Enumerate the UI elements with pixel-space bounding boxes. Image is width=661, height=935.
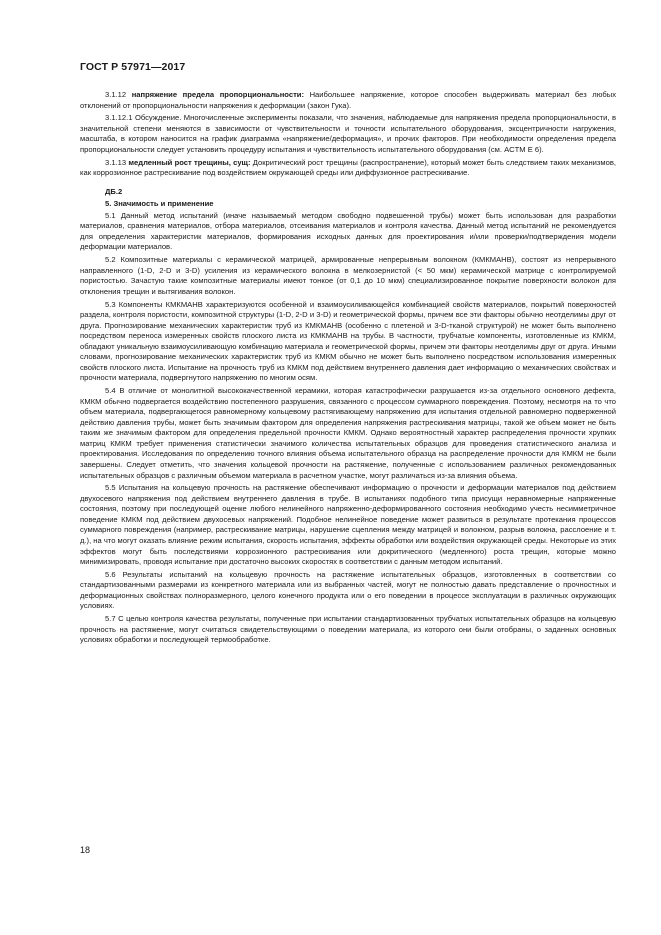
definition-text: Наибольшее напряжение, которое способен выдерживать материал без любых отклонений от пропорциональности напряжения к деформации (закон Гука). (80, 90, 616, 110)
definition-3-1-12-1 (80, 113, 616, 155)
definition-3-1-13 (80, 158, 616, 179)
paragraph-5-5: 5.5 Испытания на кольцевую прочность на растяжение обеспечивают информацию о прочности и деформации материалов под действием двухосевого напряжения под действием внутреннего давления в трубе. В испытаниях подобного типа присущи неравномерные напряженные состояния, поэтому при последующей оценке любого нелинейного напряженно-деформированного состояния необходимо учесть несимметричное поведение КМКМ под действием двухосевых напряжений. Подобное нелинейное поведение может развиться в результате протекания процессов суммарного повреждения (например, растрескивание матрицы, нарушение сцепления между матрицей и волокном, разрыв волокна, расслоение и т. д.), на что могут оказать влияние режим испытания, скорость испытания, эффекты обработки или воздействия окружающей среды. Некоторые из этих эффектов могут быть последствиями коррозионного растрескивания или докритического (медленного) роста трещин, которые можно минимизировать, проводя испытание при достаточно высоких скоростях в соответствии с данным методом испытаний. (80, 483, 616, 567)
definition-number: 3.1.12.1 (105, 113, 133, 123)
paragraph-5-7: 5.7 С целью контроля качества результаты, полученные при испытании стандартизованных трубчатых испытательных образцов на кольцевую прочность на растяжение, могут считаться свидетельствующими о поведении материала, из которого они были отобраны, о заданных основных условиях обработки и последующей термообработке. (80, 614, 616, 645)
definition-text: Обсуждение. Многочисленные эксперименты показали, что значения, наблюдаемые для напряжения предела пропорциональности, в значительной степени меняются в зависимости от чувствительности и точности испытательного оборудования, эксцентричности нагружения, масштаба, в котором наносится на график диаграмма «напряжение/деформация», и прочих факторов. При необходимости определения предела пропорциональности следует установить процедуру испытания и чувствительность испытательного оборудования (см. ACTM E 6). (80, 113, 616, 154)
definition-number: 3.1.12 (105, 90, 127, 99)
page-number: 18 (80, 845, 91, 855)
section-title: 5. Значимость и применение (105, 198, 214, 208)
definition-3-1-12 (80, 90, 616, 111)
definition-term: медленный рост трещины, сущ: (128, 157, 251, 167)
paragraph-5-4: 5.4 В отличие от монолитной высококачественной керамики, которая катастрофически разрушается из-за отдельного основного дефекта, КМКМ обычно подвергается воздействию постепенного разрушения, связанного с процессом суммарного повреждения. Поэтому, несмотря на то что объем материала, подвергающегося равномерному кольцевому растягивающему напряжению для испытания отдельной равномерно подверженной действию давления трубы, может быть значимым фактором для определения напряжения растрескивания матрицы, такой же объем может не быть таким же значимым фактором для определения предельной прочности КМКМ. Однако вероятностный характер распределения прочности хрупких матриц КМКМ требует применения статистически значимого количества испытательных образцов для проведения статистического анализа и проектирования. Исследования по определению точного влияния объема испытательного образца на распределение прочности для КМКМ не были завершены. Следует отметить, что значения кольцевой прочности на растяжение, полученные с использованием различных рекомендованных испытательных образцов с различным объемом материала в расчетном участке, могут различаться из-за влияния объема. (80, 386, 616, 480)
document-header: ГОСТ Р 57971—2017 (80, 61, 186, 73)
document-body (80, 90, 616, 648)
paragraph-5-2: 5.2 Композитные материалы с керамической матрицей, армированные непрерывным волокном (КМКМАНВ), состоят из непрерывного направленного (1-D, 2-D и 3-D) усиления из керамического волокна в мелкозернистой (< 50 мкм) керамической матрице с контролируемой пористостью. Зачастую такие композитные материалы имеют тонкое (от 0,1 до 10 мкм) специализированное покрытие поверхности волокон для отклонения трещин и вытягивания волокон. (80, 255, 616, 296)
appendix-label: ДБ.2 (105, 186, 123, 196)
definition-term: напряжение предела пропорциональности: (131, 90, 304, 99)
paragraph-5-3: 5.3 Компоненты КМКМАНВ характеризуются особенной и взаимоусиливающейся комбинацией свойств материалов, покрытий поверхностей раздела, контроля пористости, композитной структуры (1-D, 2-D и 3-D) и геометрической формы, причем все эти факторы обычно неотделимы друг от друга. Прогнозирование механических характеристик труб из КМКМАНВ (особенно с плетеной и 3-D-тканой структурой) не может быть выполнено посредством переноса измеренных свойств плоского листа из КМКМАНВ на трубы. В частности, трубчатые компоненты, изготовленные из КМКМ, обладают уникальную взаимоусиливающую комбинацию материала и геометрической формы, причем эти факторы неотделимы друг от друга. Иными словами, прогнозирование механических характеристик труб из КМКМ обычно не может быть выполнено посредством использования измеренных свойств плоского листа. Испытание на прочность труб из КМКМ под действием внутреннего давления дает информацию о механических свойствах и прочности материала, подвергнутого напряжению по многим осям. (80, 299, 616, 383)
paragraph-5-6: 5.6 Результаты испытаний на кольцевую прочность на растяжение испытательных образцов, изготовленных в соответствии со стандартизованными размерами из конкретного материала или из выбранных частей, могут не полностью давать представление о прочностных и деформационных свойствах полноразмерного, целого конечного продукта или о его поведении в процессе эксплуатации в различных окружающих условиях. (80, 569, 616, 611)
paragraph-5-1: 5.1 Данный метод испытаний (иначе называемый методом свободно подвешенной трубы) может быть использован для разработки материалов, сравнения материалов, отбора материалов, отсеивания материалов и контроля качества. Данный метод испытаний не рекомендуется для определения характеристик материалов, формирования исходных данных для проектирования и/или проверки/подтверждения модели деформации материалов. (80, 210, 616, 252)
definition-number: 3.1.13 (105, 157, 127, 167)
definition-text: Докритический рост трещины (распространение), который может быть следствием таких механизмов, как коррозионное растрескивание под воздействием окружающей среды или диффузионное растрескивание. (80, 157, 616, 178)
